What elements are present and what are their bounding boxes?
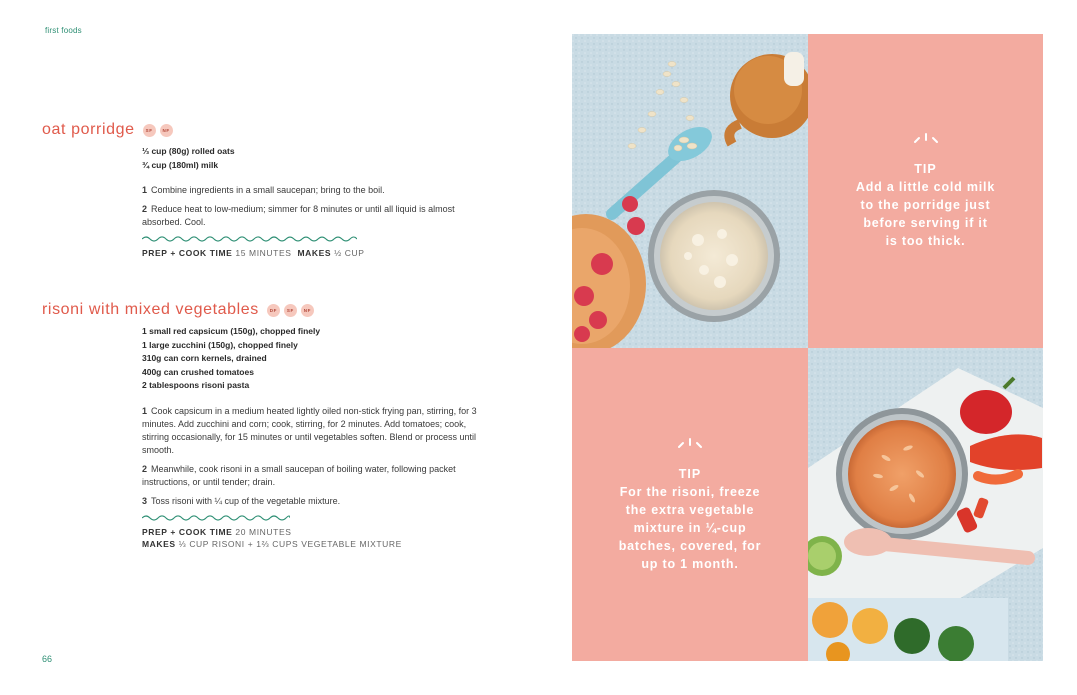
time-label: PREP + COOK TIME [142, 526, 233, 537]
time-label: PREP + COOK TIME [142, 248, 233, 258]
tip-text [856, 178, 995, 250]
tip-line: For the risoni, freeze [619, 484, 761, 499]
wave-divider [142, 235, 357, 243]
wave-divider [142, 514, 290, 522]
step-number: 1 [142, 405, 148, 416]
tip-line: the extra vegetable [625, 502, 755, 517]
ingredient-item: ⅓ cup (80g) rolled oats [142, 146, 235, 156]
time-value: 20 MINUTES [235, 526, 292, 537]
recipe-risoni [42, 301, 477, 551]
badge-df: DF [267, 304, 280, 317]
diet-badges [267, 304, 314, 317]
recipe-title-text: oat porridge [42, 121, 135, 138]
badge-sf: SF [143, 124, 156, 137]
sparkle-icon [675, 437, 705, 451]
recipe-title [42, 121, 477, 139]
step-number: 2 [142, 204, 148, 214]
page-number: 66 [42, 654, 53, 664]
step-text: Meanwhile, cook risoni in a small saucepan of boiling water, following packet instructions, or until tender; drain. [142, 463, 456, 487]
ingredient-item: 400g can crushed tomatoes [142, 366, 254, 377]
recipe-title-text: risoni with mixed vegetables [42, 301, 259, 318]
ingredient-item: 310g can corn kernels, drained [142, 353, 267, 363]
ingredient-item: 1 small red capsicum (150g), chopped finely [142, 326, 321, 336]
step-text: Toss risoni with ¼ cup of the vegetable mixture. [151, 495, 341, 506]
tip-line: up to 1 month. [641, 556, 739, 571]
tip-line: Add a little cold milk [855, 180, 996, 194]
ingredient-item: ¾ cup (180ml) milk [142, 159, 219, 170]
makes-value: ⅓ CUP RISONI + 1⅔ CUPS VEGETABLE MIXTURE [178, 539, 402, 549]
risoni-photo [808, 348, 1043, 661]
method-steps [142, 184, 477, 229]
tip-line: is too thick. [885, 234, 966, 248]
tip-line: batches, covered, for [618, 538, 762, 553]
step-text: Cook capsicum in a medium heated lightly oiled non-stick frying pan, stirring, for 3 minutes. Add zucchini and corn; cook, stirring, for 2 minutes. Add tomatoes; cook, stirring occasionally, for 15 minutes or until vegetables soften. Blend or process until smooth. [142, 405, 477, 455]
tip-panel-risoni [572, 348, 808, 661]
method-step [142, 463, 477, 489]
method-step [142, 203, 477, 229]
tip-panel-porridge [808, 34, 1043, 348]
tip-label: TIP [678, 466, 702, 481]
time-value: 15 MINUTES [235, 248, 292, 258]
ingredient-item: 2 tablespoons risoni pasta [142, 380, 250, 390]
badge-nf: NF [301, 304, 314, 317]
method-step [142, 405, 477, 457]
step-number: 1 [142, 185, 148, 195]
makes-label: MAKES [297, 248, 332, 258]
method-step [142, 495, 477, 508]
tip-text [619, 483, 762, 573]
tip-line: to the porridge just [860, 198, 991, 212]
makes-value: ½ CUP [334, 248, 365, 258]
ingredient-list [142, 145, 477, 172]
oat-porridge-photo [572, 34, 808, 348]
recipe-title [42, 301, 477, 319]
sparkle-icon [911, 132, 941, 146]
section-tag: first foods [45, 26, 82, 35]
recipe-meta [142, 526, 477, 551]
step-text: Reduce heat to low-medium; simmer for 8 minutes or until all liquid is almost absorbed. Cool. [142, 204, 455, 227]
makes-label: MAKES [142, 539, 176, 549]
badge-sf: SF [284, 304, 297, 317]
ingredient-list [142, 325, 477, 393]
diet-badges [143, 124, 173, 137]
step-number: 3 [142, 495, 148, 506]
tip-line: before serving if it [863, 216, 988, 230]
tip-line: mixture in ¼-cup [633, 520, 747, 535]
step-text: Combine ingredients in a small saucepan; bring to the boil. [151, 185, 385, 195]
tip-label: TIP [914, 162, 937, 176]
recipe-meta [142, 247, 477, 260]
ingredient-item: 1 large zucchini (150g), chopped finely [142, 339, 298, 350]
badge-nf: NF [160, 124, 173, 137]
step-number: 2 [142, 463, 148, 474]
recipe-oat-porridge [42, 121, 477, 260]
method-steps [142, 405, 477, 508]
method-step [142, 184, 477, 197]
